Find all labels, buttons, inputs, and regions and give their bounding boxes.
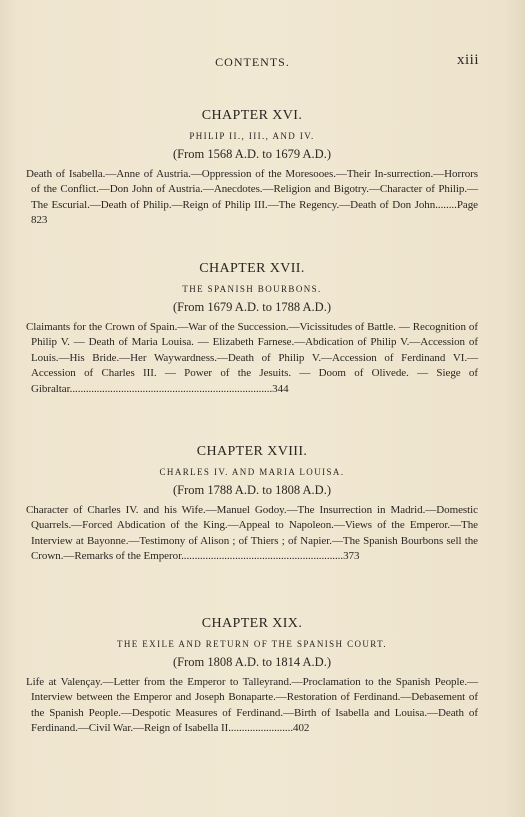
chapter-summary (26, 320, 478, 397)
dot-leader: ........................ (228, 722, 294, 735)
page-reference: 402 (293, 722, 310, 735)
summary-text: Character of Charles IV. and his Wife.—Manuel Godoy.—The Insurrection in Madrid.—Domestic Quarrels.—Forced Abdication of the King.—Appeal to Napoleon.—Views of the Emperor.—The Interview at Bayonne.—Testimony of Alison ; of Thiers ; of Napier.—The Spanish Bourbons sell the Crown.—Remarks of the Emperor (26, 504, 478, 563)
chapter-subtitle: THE EXILE AND RETURN OF THE SPANISH COURT. (116, 639, 388, 649)
chapter-title: CHAPTER XIX. (201, 616, 303, 631)
summary-text: Death of Isabella.—Anne of Austria.—Oppression of the Moresooes.—Their In-surrection.—Horrors of the Conflict.—Don John of Austria.—Anecdotes.—Religion and Bigotry.—Character of Philip.—The Escurial.—Death of Philip.—Reign of Philip III.—The Regency.—Death of Don John (26, 168, 478, 211)
chapter-entry (26, 107, 478, 229)
summary-text: Claimants for the Crown of Spain.—War of the Succession.—Vicissitudes of Battle. — Recognition of Philip V. — Death of Maria Louisa. — Elizabeth Farnese.—Abdication of Philip V.—Accession of Louis.—His Bride.—Her Waywardness.—Death of Philip V.—Accession of Ferdinand VI.—Accession of Charles III. — Power of the Jesuits. — Doom of Olivede. — Siege of Gibraltar (26, 321, 478, 395)
chapter-dates: (From 1679 A.D. to 1788 A.D.) (173, 300, 331, 314)
dot-leader: ........ (435, 198, 457, 211)
chapter-subtitle: CHARLES IV. AND MARIA LOUISA. (159, 467, 345, 477)
page-reference: Page 823 (31, 198, 478, 227)
page-reference: 373 (343, 550, 360, 563)
summary-text: Life at Valençay.—Letter from the Emperor to Talleyrand.—Proclamation to the Spanish People.—Interview between the Emperor and Joseph Bonaparte.—Restoration of Ferdinand.—Debasement of the Spanish People.—Despotic Measures of Ferdinand.—Birth of Isabella and Louisa.—Death of Ferdinand.—Civil War.—Reign of Isabella II (26, 676, 478, 735)
chapter-dates: (From 1568 A.D. to 1679 A.D.) (173, 147, 331, 161)
chapter-dates: (From 1808 A.D. to 1814 A.D.) (173, 655, 331, 669)
chapter-summary (26, 675, 478, 737)
chapter-subtitle: THE SPANISH BOURBONS. (182, 284, 322, 294)
dot-leader: ............................................................ (181, 550, 344, 563)
running-title: CONTENTS. (215, 55, 290, 69)
chapter-title: CHAPTER XVI. (201, 108, 303, 123)
chapter-dates: (From 1788 A.D. to 1808 A.D.) (173, 483, 331, 497)
chapter-summary (26, 167, 478, 229)
dot-leader: ........................................................................... (69, 382, 273, 395)
chapter-entry (26, 443, 478, 565)
chapter-entry (26, 260, 478, 397)
chapter-title: CHAPTER XVII. (199, 261, 305, 276)
chapter-summary (26, 503, 478, 565)
chapter-entry (26, 615, 478, 737)
chapter-title: CHAPTER XVIII. (196, 444, 308, 459)
chapter-subtitle: PHILIP II., III., AND IV. (189, 131, 315, 141)
page-reference: 344 (272, 382, 289, 395)
page-number: xiii (456, 52, 479, 68)
running-head (26, 52, 479, 72)
